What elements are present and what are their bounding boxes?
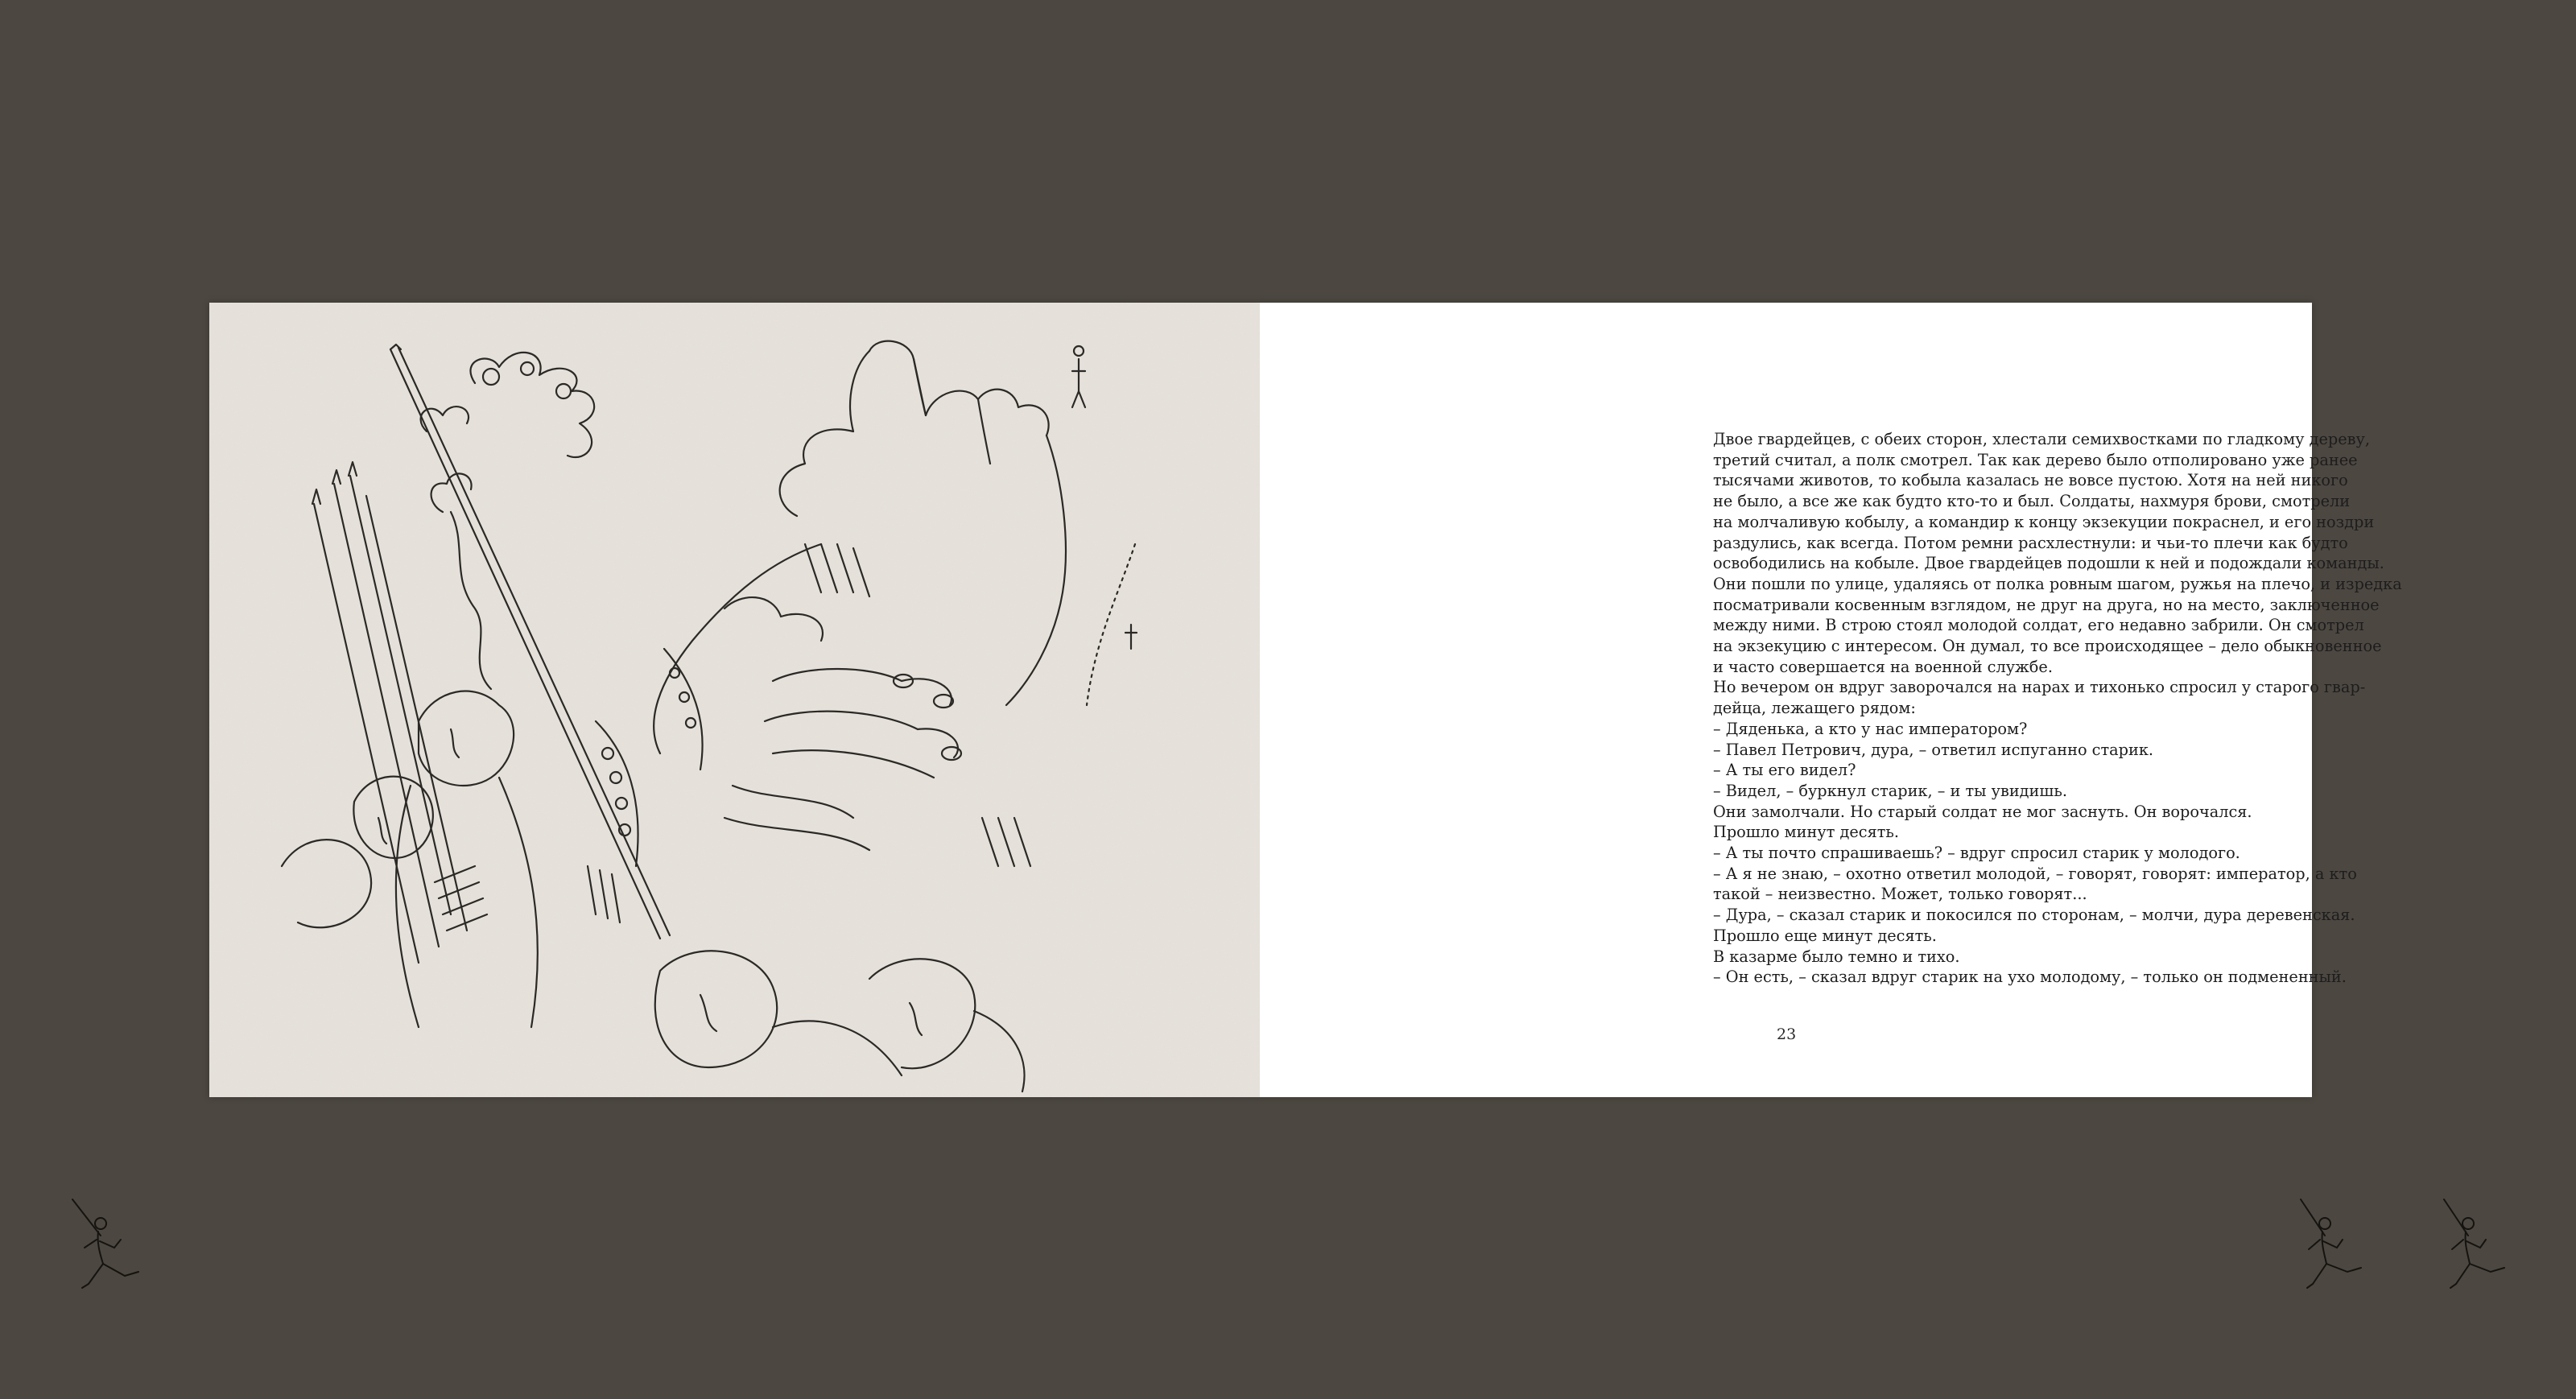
text-line: Они замолчали. Но старый солдат не мог заснуть. Он ворочался. — [1713, 802, 2252, 821]
text-line: Прошло еще минут десять. — [1713, 926, 1937, 945]
text-line: Но вечером он вдруг заворочался на нарах и тихонько спросил у старого гвар- — [1713, 678, 2366, 697]
text-line: – А ты почто спрашиваешь? – вдруг спросил старик у молодого. — [1713, 844, 2240, 863]
text-line: В казарме было темно и тихо. — [1713, 947, 1960, 966]
text-line: – Он есть, – сказал вдруг старик на ухо молодому, – только он подмененный. — [1713, 968, 2347, 987]
text-line: дейца, лежащего рядом: — [1713, 699, 1916, 718]
story-text — [1713, 429, 2402, 988]
text-line: и часто совершается на военной службе. — [1713, 657, 2053, 676]
text-line: тысячами животов, то кобыла казалась не вовсе пустою. Хотя на ней никого — [1713, 471, 2348, 490]
text-line: на экзекуцию с интересом. Он думал, то все происходящее – дело обыкновенное — [1713, 637, 2382, 656]
text-line: – А я не знаю, – охотно ответил молодой, – говорят, говорят: император, а кто — [1713, 864, 2357, 883]
text-line: Прошло минут десять. — [1713, 823, 1900, 842]
last-page-button[interactable] — [2428, 1191, 2508, 1296]
text-line: освободились на кобыле. Двое гвардейцев подошли к ней и подождали команды. — [1713, 554, 2384, 573]
marching-soldier-icon — [2428, 1191, 2508, 1296]
text-line: Они пошли по улице, удаляясь от полка ровным шагом, ружья на плечо, и изредка — [1713, 574, 2402, 593]
text-line: Двое гвардейцев, с обеих сторон, хлестали семихвостками по гладкому дереву, — [1713, 430, 2370, 448]
text-line: на молчаливую кобылу, а командир к концу экзекуции покраснел, и его ноздри — [1713, 512, 2375, 531]
text-line: – Павел Петрович, дура, – ответил испуганно старик. — [1713, 740, 2154, 759]
text-line: – Дура, – сказал старик и покосился по сторонам, – молчи, дура деревенская. — [1713, 906, 2355, 925]
text-line: посматривали косвенным взглядом, не друг на друга, но на место, заключенное — [1713, 595, 2380, 614]
text-line: между ними. В строю стоял молодой солдат, его недавно забрили. Он смотрел — [1713, 616, 2364, 635]
book-spread — [209, 303, 2402, 1097]
text-line: не было, а все же как будто кто-то и был. Солдаты, нахмуря брови, смотрели — [1713, 492, 2351, 511]
next-page-button[interactable] — [2285, 1191, 2365, 1296]
text-page — [1260, 303, 2402, 1097]
marching-soldier-icon — [2285, 1191, 2365, 1296]
text-line: – А ты его видел? — [1713, 761, 1856, 780]
illustration-page — [209, 303, 1260, 1097]
page-number: 23 — [1777, 1026, 1797, 1043]
text-line: – Видел, – буркнул старик, – и ты увидишь. — [1713, 781, 2067, 800]
text-line: раздулись, как всегда. Потом ремни расхлестнули: и чьи-то плечи как будто — [1713, 533, 2348, 552]
text-line: – Дяденька, а кто у нас императором? — [1713, 719, 2028, 738]
text-line: такой – неизвестно. Может, только говорят... — [1713, 885, 2087, 904]
marching-soldier-icon — [64, 1191, 145, 1296]
text-line: третий считал, а полк смотрел. Так как дерево было отполировано уже ранее — [1713, 450, 2358, 469]
prev-page-button[interactable] — [64, 1191, 145, 1296]
illustration-drawing — [209, 303, 1260, 1097]
